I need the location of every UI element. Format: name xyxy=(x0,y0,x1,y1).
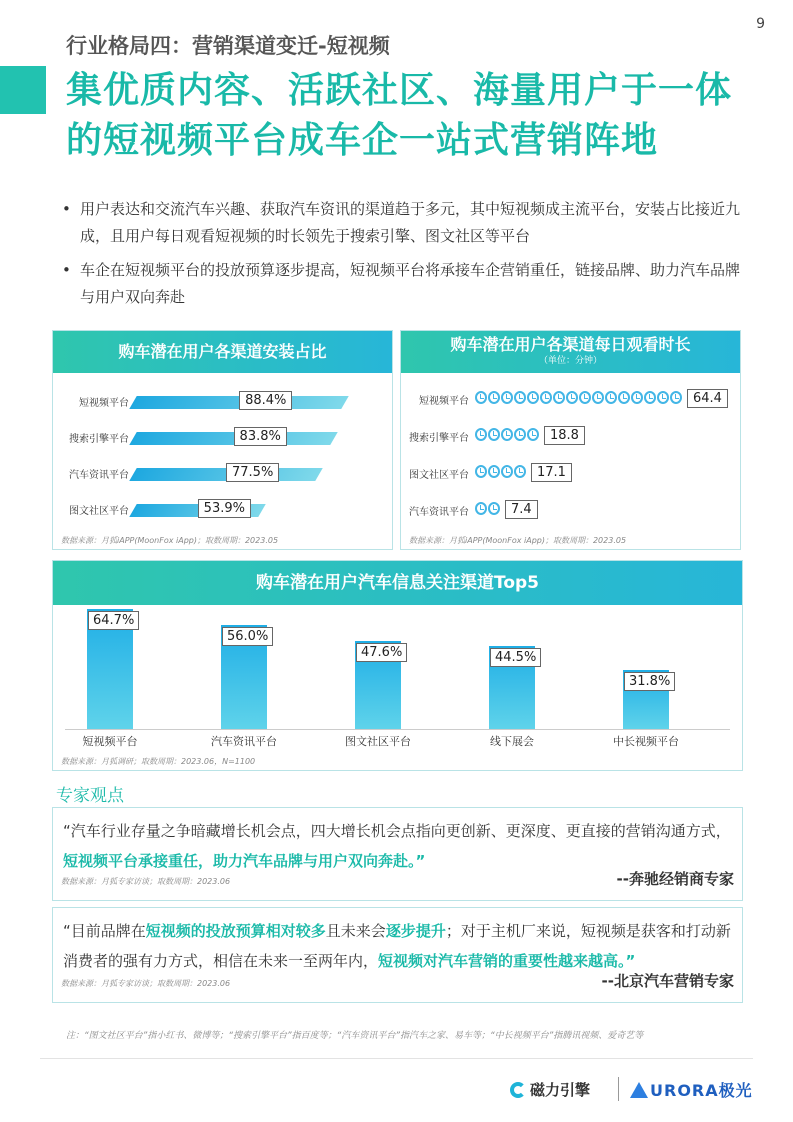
clock-icon xyxy=(475,465,487,478)
clock-icon xyxy=(501,465,513,478)
install-share-chart xyxy=(52,330,393,550)
bar-category-label: 图文社区平台 xyxy=(69,506,129,517)
footnote: 注：“图文社区平台”指小红书、微博等；“搜索引擎平台”指百度等；“汽车资讯平台”指汽车之家、易车等；“中长视频平台”指腾讯视频、爱奇艺等 xyxy=(66,1031,644,1041)
footer-divider xyxy=(40,1058,753,1059)
bar-value-label: 83.8% xyxy=(234,427,287,446)
section-tag: 行业格局四：营销渠道变迁-短视频 xyxy=(66,34,390,58)
quote-text: “汽车行业存量之争暗藏增长机会点，四大增长机会点指向更创新、更深度、更直接的营销沟通方式， xyxy=(63,822,731,840)
bar-category-label: 搜索引擎平台 xyxy=(69,434,129,445)
aurora-logo xyxy=(630,1078,753,1101)
clock-icon xyxy=(475,502,487,515)
bar-value-label: 18.8 xyxy=(544,426,585,445)
clock-icon xyxy=(657,391,669,404)
moonfox-logo xyxy=(510,1079,590,1100)
bar-category-label: 短视频平台 xyxy=(82,735,138,748)
expert-quote xyxy=(52,807,743,901)
bar-value-label: 56.0% xyxy=(222,627,273,646)
clock-bar xyxy=(475,502,500,518)
bar-row xyxy=(53,499,392,519)
clock-icon xyxy=(501,428,513,441)
chart-title: 购车潜在用户各渠道安装占比 xyxy=(53,331,392,373)
clock-icon xyxy=(566,391,578,404)
quote-highlight: 短视频的投放预算相对较多 xyxy=(145,922,326,940)
clock-bar xyxy=(475,465,526,481)
bar-category-label: 短视频平台 xyxy=(79,398,129,409)
bar-value-label: 53.9% xyxy=(198,499,251,518)
quote-text: 。” xyxy=(408,852,426,870)
aurora-logo-icon xyxy=(630,1082,648,1098)
clock-icon xyxy=(618,391,630,404)
bar-category-label: 汽车资讯平台 xyxy=(69,470,129,481)
quote-highlight: 短视频对汽车营销的重要性越来越高 xyxy=(378,952,619,970)
quote-text: ；对于主机厂来说，短视频是获客和打动新消费者的强有力方式，相信在未来一至两年内， xyxy=(63,922,731,970)
page-number: 9 xyxy=(756,16,765,32)
quote-source: 数据来源：月狐专家访谈；取数周期：2023.06 xyxy=(61,877,231,886)
clock-icon xyxy=(670,391,682,404)
moonfox-logo-text: 磁力引擎 xyxy=(530,1081,591,1099)
clock-icon xyxy=(514,391,526,404)
bar-value-label: 7.4 xyxy=(505,500,538,519)
aurora-logo-text: URORA极光 xyxy=(650,1081,753,1100)
bar-row xyxy=(401,424,740,448)
bar-category-label: 图文社区平台 xyxy=(345,735,411,748)
bar-value-label: 47.6% xyxy=(356,643,407,662)
bullet-item: • 车企在短视频平台的投放预算逐步提高，短视频平台将承接车企营销重任，链接品牌、助力汽车品牌与用户双向奔赴 xyxy=(60,257,740,311)
bullet-list xyxy=(60,196,740,318)
quote-text: 且未来会 xyxy=(325,922,386,940)
chart-unit: （单位：分钟） xyxy=(538,356,602,366)
chart-source: 数据来源：月狐iAPP(MoonFox iApp)；取数周期：2023.05 xyxy=(61,536,279,545)
bar-category-label: 汽车资讯平台 xyxy=(211,735,277,748)
quote-attribution: --奔驰经销商专家 xyxy=(616,870,734,888)
chart-header xyxy=(401,331,740,373)
expert-title: 专家观点 xyxy=(56,786,124,806)
bar-value-label: 64.7% xyxy=(88,611,139,630)
clock-icon xyxy=(644,391,656,404)
clock-icon xyxy=(527,428,539,441)
bar-value-label: 88.4% xyxy=(239,391,292,410)
chart-source: 数据来源：月狐iAPP(MoonFox iApp)；取数周期：2023.05 xyxy=(409,536,627,545)
accent-block xyxy=(0,66,46,114)
headline-line2: 的短视频平台成车企一站式营销阵地 xyxy=(66,120,659,161)
bar-category-label: 短视频平台 xyxy=(419,396,469,407)
expert-quote xyxy=(52,907,743,1003)
clock-icon xyxy=(553,391,565,404)
clock-icon xyxy=(540,391,552,404)
bar-category-label: 搜索引擎平台 xyxy=(409,433,469,444)
bar-row xyxy=(401,498,740,522)
quote-text: “目前品牌在 xyxy=(63,922,146,940)
headline xyxy=(66,66,732,166)
x-axis-line xyxy=(65,729,730,730)
quote-highlight: 短视频平台承接重任，助力汽车品牌与用户双向奔赴 xyxy=(63,852,409,870)
bar-category-label: 汽车资讯平台 xyxy=(409,507,469,518)
chart-title: 购车潜在用户汽车信息关注渠道Top5 xyxy=(53,561,742,605)
logo-separator xyxy=(618,1077,619,1101)
bar-row xyxy=(53,463,392,483)
clock-icon xyxy=(631,391,643,404)
bar-value-label: 77.5% xyxy=(226,463,279,482)
clock-icon xyxy=(475,391,487,404)
headline-line1: 集优质内容、活跃社区、海量用户于一体 xyxy=(66,70,733,111)
bar-row xyxy=(53,391,392,411)
quote-highlight: 逐步提升 xyxy=(385,922,446,940)
clock-icon xyxy=(488,391,500,404)
quote-text: 。” xyxy=(618,952,636,970)
chart-title: 购车潜在用户各渠道每日观看时长 xyxy=(450,335,691,354)
moonfox-logo-icon xyxy=(510,1082,526,1098)
clock-icon xyxy=(475,428,487,441)
clock-icon xyxy=(514,428,526,441)
chart-source: 数据来源：月狐调研；取数周期：2023.06，N=1100 xyxy=(61,757,256,766)
bullet-item: • 用户表达和交流汽车兴趣、获取汽车资讯的渠道趋于多元，其中短视频成主流平台，安装占比接近九成，且用户每日观看短视频的时长领先于搜索引擎、图文社区等平台 xyxy=(60,196,740,250)
clock-bar xyxy=(475,428,539,444)
quote-source: 数据来源：月狐专家访谈；取数周期：2023.06 xyxy=(61,979,231,988)
bar-category-label: 图文社区平台 xyxy=(409,470,469,481)
bar-value-label: 17.1 xyxy=(531,463,572,482)
clock-icon xyxy=(488,465,500,478)
bar-value-label: 44.5% xyxy=(490,648,541,667)
bar-row xyxy=(401,461,740,485)
clock-icon xyxy=(488,428,500,441)
clock-icon xyxy=(501,391,513,404)
clock-icon xyxy=(592,391,604,404)
clock-icon xyxy=(605,391,617,404)
bar-value-label: 64.4 xyxy=(687,389,728,408)
clock-icon xyxy=(488,502,500,515)
bar-row xyxy=(53,427,392,447)
bar-category-label: 线下展会 xyxy=(490,735,534,748)
quote-attribution: --北京汽车营销专家 xyxy=(601,972,734,990)
bar-value-label: 31.8% xyxy=(624,672,675,691)
bar-row xyxy=(401,387,740,411)
clock-icon xyxy=(514,465,526,478)
bar-category-label: 中长视频平台 xyxy=(613,735,679,748)
clock-icon xyxy=(527,391,539,404)
watch-time-chart xyxy=(400,330,741,550)
top5-channel-chart xyxy=(52,560,743,771)
clock-icon xyxy=(579,391,591,404)
clock-bar xyxy=(475,391,682,407)
